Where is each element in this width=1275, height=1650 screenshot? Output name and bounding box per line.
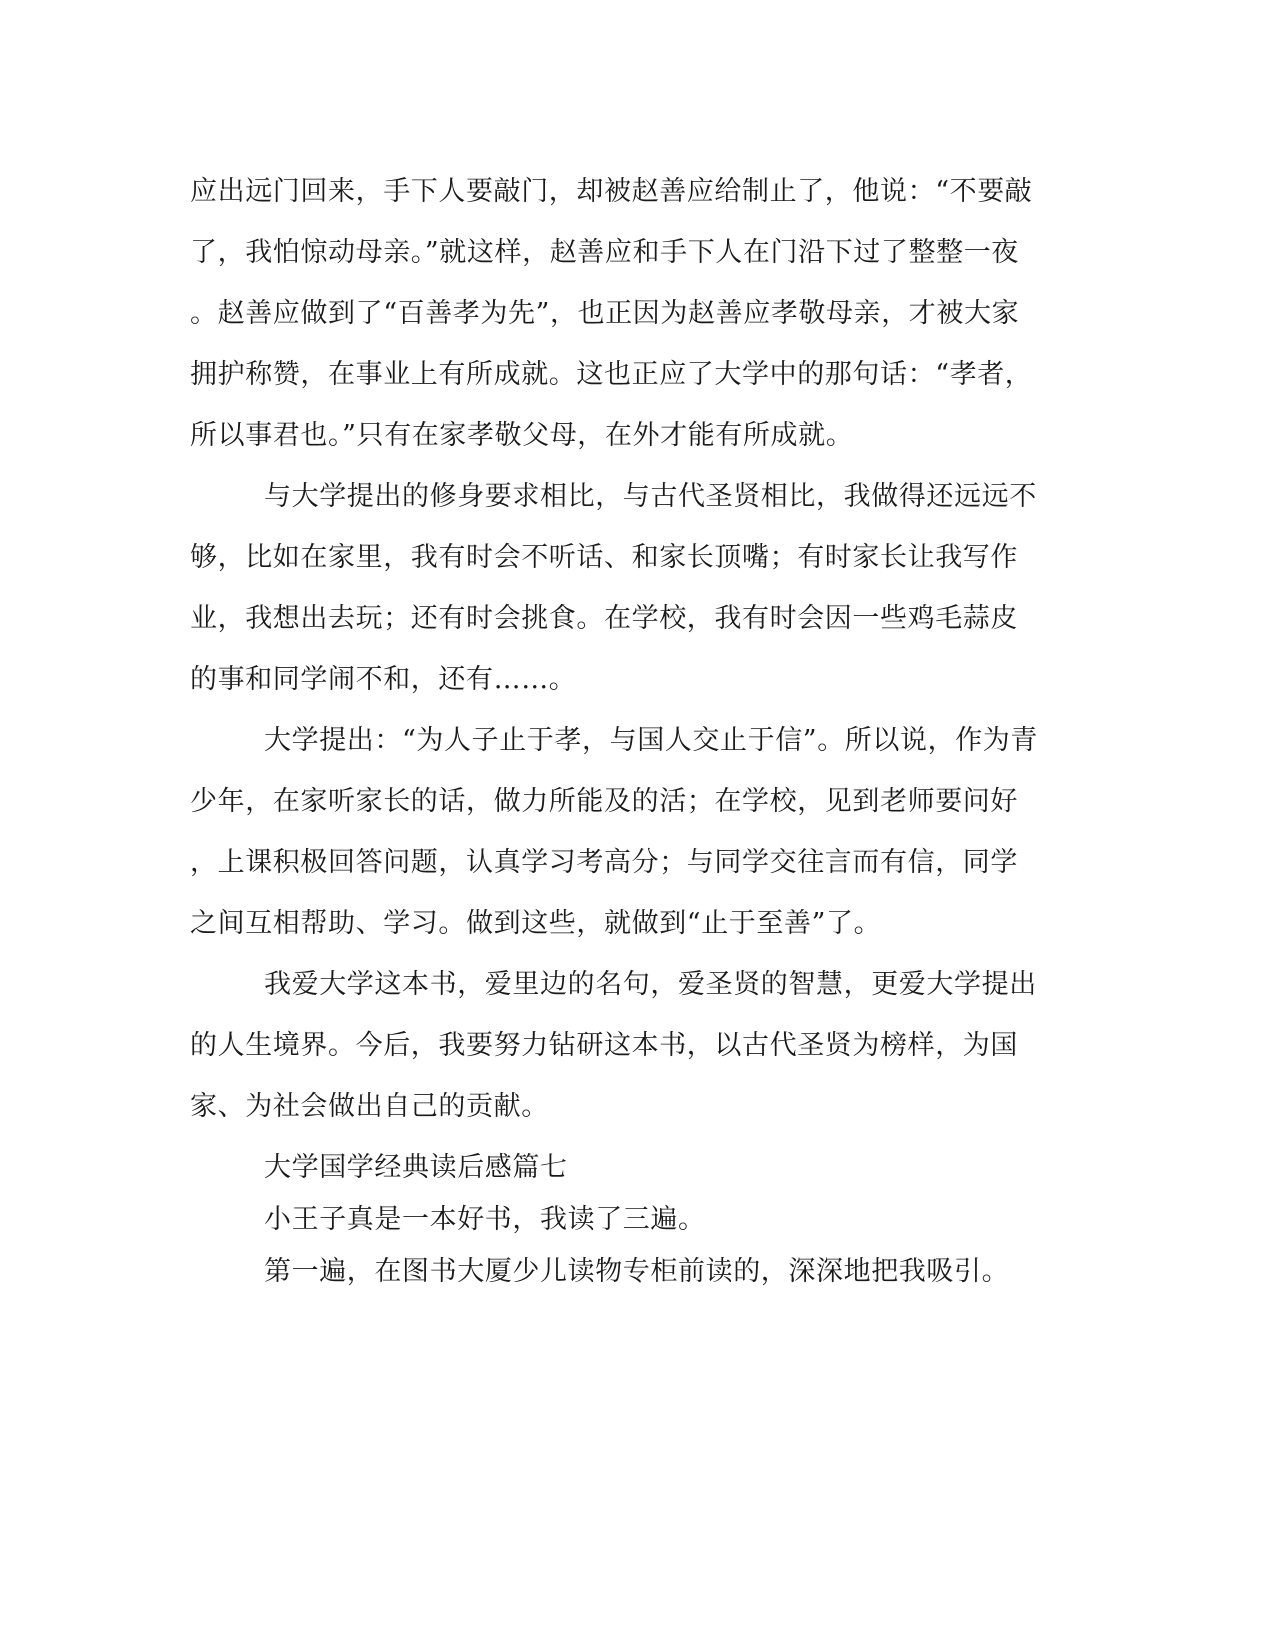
paragraph-line: 业，我想出去玩；还有时会挑食。在学校，我有时会因一些鸡毛蒜皮 <box>190 603 1018 634</box>
paragraph-1 <box>190 168 1085 473</box>
paragraph-6: 第一遍，在图书大厦少儿读物专柜前读的，深深地把我吸引。 <box>264 1256 1010 1287</box>
paragraph-line: 的人生境界。今后，我要努力钻研这本书，以古代圣贤为榜样，为国 <box>190 1030 1018 1061</box>
paragraph-line: 少年，在家听家长的话，做力所能及的活；在学校，见到老师要问好 <box>190 786 1018 817</box>
paragraph-line: 应出远门回来，手下人要敲门，却被赵善应给制止了，他说：“不要敲 <box>190 176 1033 207</box>
paragraph-line: 够，比如在家里，我有时会不听话、和家长顶嘴；有时家长让我写作 <box>190 542 1018 573</box>
paragraph-5: 小王子真是一本好书，我读了三遍。 <box>264 1204 706 1235</box>
paragraph-line: 我爱大学这本书，爱里边的名句，爱圣贤的智慧，更爱大学提出 <box>264 969 1037 1000</box>
paragraph-line: 家、为社会做出自己的贡献。 <box>190 1091 549 1122</box>
paragraph-2 <box>190 473 1085 717</box>
paragraph-3 <box>190 717 1085 961</box>
paragraph-line: 拥护称赞，在事业上有所成就。这也正应了大学中的那句话：“孝者， <box>190 359 1033 390</box>
paragraph-4 <box>190 961 1085 1144</box>
paragraph-line: 所以事君也。”只有在家孝敬父母，在外才能有所成就。 <box>190 420 854 451</box>
paragraph-line: ，上课积极回答问题，认真学习考高分；与同学交往言而有信，同学 <box>190 847 1018 878</box>
document-body <box>190 168 1085 1300</box>
paragraph-line: 之间互相帮助、学习。做到这些，就做到“止于至善”了。 <box>190 908 882 939</box>
section-title: 大学国学经典读后感篇七 <box>264 1152 568 1183</box>
paragraph-line: 。赵善应做到了“百善孝为先”，也正因为赵善应孝敬母亲，才被大家 <box>190 298 1020 329</box>
paragraph-line: 大学提出：“为人子止于孝，与国人交止于信”。所以说，作为青 <box>264 725 1039 756</box>
paragraph-line: 与大学提出的修身要求相比，与古代圣贤相比，我做得还远远不 <box>264 481 1037 512</box>
paragraph-line: 了，我怕惊动母亲。”就这样，赵善应和手下人在门沿下过了整整一夜 <box>190 237 1019 268</box>
paragraph-line: 的事和同学闹不和，还有……。 <box>190 664 577 695</box>
